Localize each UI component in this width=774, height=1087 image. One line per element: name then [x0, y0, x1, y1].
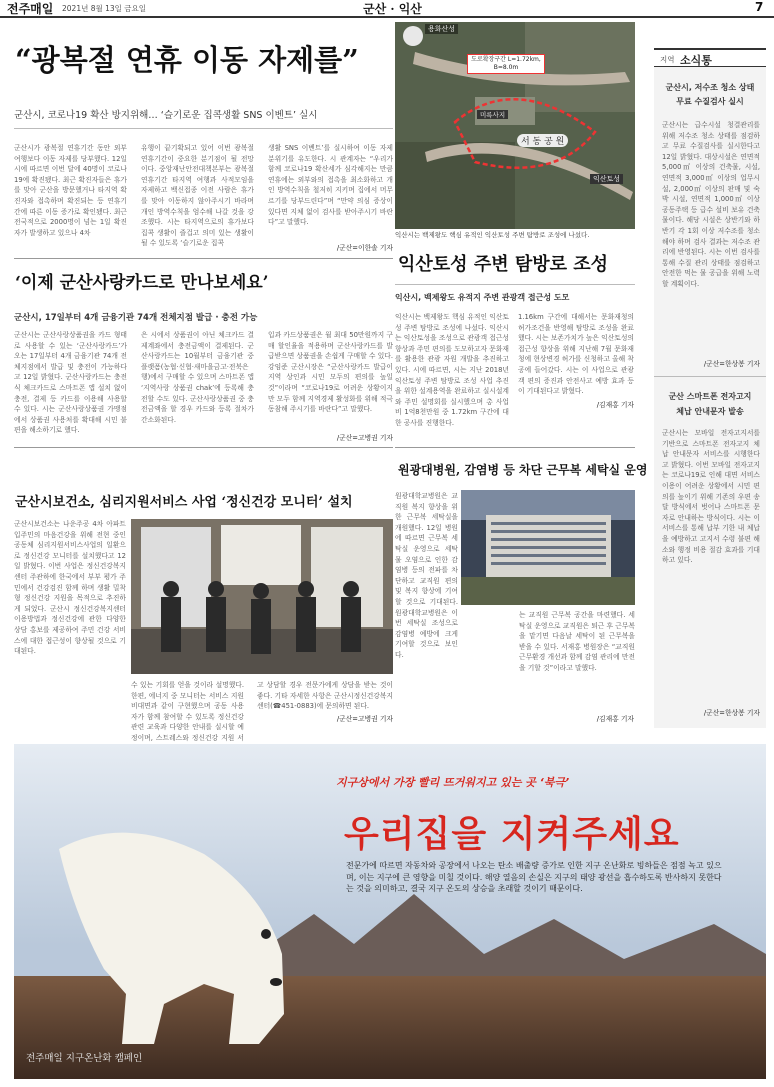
byline: /군산=한상봉 기자: [703, 709, 760, 717]
sidebar-item-title: 체납 안내문자 발송: [676, 407, 744, 416]
sidebar: [654, 48, 766, 728]
article-subheading: 군산시, 코로나19 확산 방지위해… ‘슬기로운 집콕생활 SNS 이벤트’ 실시: [14, 110, 318, 121]
article-column: 익산시는 백제왕도 핵심 유적인 익산토성 주변 탐방로 조성에 나섰다. 익산시는 익산토성을 조성으로 관광객 접근성 향상과 주민 편의를 도모하고자 문화재를 활용한 관광 자원 개발을 추진하고 있다. 시에 따르면, 시는 지난 2018년 익산토성 주변 탐방로 조성 사업 추진을 위한 설계용역을 완료하고 실시설계와 주민 설명회를 실시했으며 총 사업비 1억8천만원 중 1.72km 구간에 대한 공사를 진행한다.: [395, 313, 509, 427]
hospital-photo: [461, 490, 635, 605]
ad-tagline: 지구상에서 가장 빨리 뜨거워지고 있는 곳 ‘북극’: [336, 776, 570, 789]
sidebar-title: 소식통: [680, 54, 712, 67]
map-label: 용화산성: [425, 24, 458, 34]
rule: [14, 447, 393, 448]
article-column: 는 교직원 근무복 공간을 마련했다. 세탁실 운영으로 교직원은 퇴근 후 근무복을 맡기면 다음날 세탁이 된 근무복을 받을 수 있다. 서재홍 병원장은 “교직원 근무환경 개선과 함께 감염 관리에 만전을 기할 것”이라고 말했다.: [519, 611, 635, 672]
article-column: 군산시가 광복절 연휴기간 동안 외부 여행보다 이동 자제를 당부했다. 12일 시에 따르면 이번 달에 40명이 코로나19에 확진됐다. 최근 확진자들은 휴가를 맞아 군산을 방문했거나 타지역 확진자와 접촉하며 확진되는 등 연휴기간에 따른 이동 증가로 확인됐다. 최근 전국적으로 2000명이 넘는 1일 확진자가 발생하고 있으나 4차: [14, 144, 127, 237]
article-headline: 익산토성 주변 탐방로 조성: [398, 254, 609, 275]
article-column: 군산시보건소는 나운주공 4차 아파트 입주민의 마음건강을 위해 전현 중인 공동체 심리지원서비스사업의 일환으로 정신건강 모니터를 설치했다고 12일 밝혔다. 이번 사업은 정신건강복지센터 주관하에 한국에서 부부 평가 주민에서 건강검진 함께 하며 생활 밀착형 정신건강 지원을 목적으로 추진하게 되었다. 군산시 정신건강복지센터 이용방법과 정신건강에 관한 다양한 상담 홍보를 제공하여 주민 건강 서비스에 대한 접근성이 향상될 것으로 기대된다.: [14, 520, 126, 656]
sidebar-item-title: 군산시, 저수조 청소 상태: [665, 83, 755, 92]
hospital-building-image: [461, 490, 635, 605]
map-label: 익산토성: [590, 174, 623, 184]
ad-title: 우리집을 지켜주세요: [344, 813, 680, 855]
sidebar-header: [654, 48, 766, 67]
article-column: 1.16km 구간에 대해서는 문화재청의 허가조건을 반영해 탐방로 조성을 완료했다. 시는 보존가치가 높은 익산토성의 접근성 향상을 위해 지난해 7월 문화재청에 현상변경 허가를 신청하고 올해 착공에 들어갔다. 시는 이 사업으로 관광객 편의 증진과 안전사고 예방 효과 등이 기대된다고 밝혔다.: [518, 313, 634, 396]
campaign-ad: [14, 744, 766, 1079]
header-date: 2021년 8월 13일 금요일: [62, 4, 147, 13]
byline: /군산=이한솔 기자: [336, 244, 393, 252]
byline: /김재홍 기자: [596, 715, 634, 723]
rule: [395, 447, 635, 448]
photo-caption: 익산시는 백제왕도 핵심 유적인 익산토성 주변 탐방로 조성에 나섰다.: [395, 231, 590, 239]
map-photo: [395, 22, 635, 229]
article-subheading: 군산시, 17일부터 4개 금융기관 74개 전체지점 발급 · 충전 가능: [14, 313, 258, 323]
map-label: 미륵사지: [477, 110, 508, 119]
rule: [654, 376, 766, 377]
article-headline: 원광대병원, 감염병 등 차단 근무복 세탁실 운영: [398, 463, 648, 477]
article-subheading: 익산시, 백제왕도 유적지 주변 관광객 접근성 도모: [395, 293, 570, 302]
map-label: 서 동 공 원: [517, 134, 568, 147]
rule: [395, 284, 635, 285]
byline: /군산=한상봉 기자: [703, 360, 760, 368]
article-photo-group: [131, 519, 393, 674]
sidebar-item-body: 군산시는 모바일 전자고지서를 기반으로 스마트폰 전자고지 체납 안내문자 서비스를 시행한다고 밝혔다. 이번 모바일 전자고지는 코로나19로 인해 대면 서비스 이용이 어려운 상황에서 시민 편의를 높이기 위해 기존의 우편 송달 방식에서 벗어나 스마트폰 문자로 안내하는 방식이다. 시는 이 서비스를 통해 납부 기한 내 체납을 예방하고 고지서 수령 불편 해소와 행정 비용 절감 효과를 기대하고 있다.: [662, 429, 760, 565]
sidebar-item-title: 군산 스마트폰 전자고지: [668, 392, 752, 401]
article-headline: ‘이제 군산사랑카드로 만나보세요’: [15, 273, 269, 293]
article-headline: “광복절 연휴 이동 자제를”: [15, 43, 359, 77]
group-photo-image: [131, 519, 393, 674]
sidebar-item-title: 무료 수질검사 실시: [676, 97, 744, 106]
page-header: [0, 0, 774, 18]
byline: /군산=고병권 기자: [336, 715, 393, 723]
article-column: 입과 카드상품권은 월 최대 50만원까지 구매 할인율을 적용하며 군산사랑카드를 발급받으면 상품권을 손쉽게 구매할 수 있다. 강임준 군산시장은 “군산사랑카드 발급이 지역 상인과 시민 모두의 편의를 높일 것”이라며 “코로나19로 어려운 상황이지만 모두 함께 지역경제 활성화를 위해 적극 동참해 주시기를 바란다”고 말했다.: [268, 331, 393, 414]
map-label: 도로확장구간 L=1.72km, B=8.0m: [467, 54, 545, 74]
article-column: 생활 SNS 이벤트’를 실시하여 이동 자제 분위기를 유도한다. 시 관계자는 “우리가 함께 코로나19 확산세가 심각해지는 만큼 연휴에는 외부와의 접촉을 최소화하고 개인 방역수칙을 철저히 지키며 집에서 머무르기를 당부드린다”며 “만약 의심 증상이 있다면 지체 없이 검사를 받아주시기 바란다”고 말했다.: [268, 144, 393, 227]
article-column: 고 상담할 경우 전문가에게 상담을 받는 것이 좋다. 기타 자세한 사항은 군산시정신건강복지센터(☎451-0883)에 문의하면 된다.: [257, 681, 393, 711]
sidebar-tag: 지역: [660, 55, 675, 64]
ad-background-image: [14, 744, 766, 1079]
byline: /군산=고병권 기자: [336, 434, 393, 442]
byline: /김재홍 기자: [596, 401, 634, 409]
article-column: 수 있는 기회를 얻을 것이라 설명했다. 한편, 에너지 중 모니터는 서비스 지원 비대면과 같이 구현했으며 공동 사용자가 함께 참여할 수 있도록 정신건강 관련 교육과 다양한 안내를 실시할 예정이며, 스트레스와 정신건강 지원 서: [131, 681, 244, 742]
newspaper-logo: 전주매일: [7, 2, 54, 16]
article-column: 은 시에서 상품권이 아닌 체크카드 결제계좌에서 충전금액이 결제된다. 군산사랑카드는 10월부터 금융기관 중 플랫폼(농협·신협·새마을금고·전북은행)에서 구매할 수 있으며 스마트폰 앱 ‘지역사랑 상품권 chak’에 등록해 충전할 수도 있다. 군산사랑상품권 중 충전금액을 할 경우 카드와 등록 절차가 간소화된다.: [141, 331, 254, 424]
rule: [14, 258, 393, 259]
article-column: 원광대학교병원은 교직원 복지 향상을 위한 근무복 세탁실을 개원했다. 12일 병원에 따르면 근무복 세탁실 운영으로 세탁물 오염으로 인한 감염병 등의 전파를 차단하고 교직원 편의 및 복지 향상에 기여할 것으로 기대된다. 원광대학교병원은 이번 세탁실 조성으로 감염병 예방에 크게 기여할 것으로 보인다.: [395, 492, 458, 659]
sidebar-item-body: 군산시는 급수시설 청결관리를 위해 저수조 청소 상태를 점검하고 무료 수질검사를 실시한다고 12일 밝혔다. 대상시설은 연면적 5,000㎡ 이상의 건축물, 시설, 연면적 3,000㎡ 이상의 업무시설, 2,000㎡ 이상의 판매 및 숙박 시설, 연면적 1,000㎡ 이상 공동주택 등 급수 설비 보유 건축물이다. 해당 시설은 상반기와 하반기 각 1회 이상 저수조를 청소해야 하며 검사 결과는 저수조 관리에 반영된다. 시는 이번 검사를 통해 수질 관리 상태를 점검하고 안전한 먹는 물 공급을 위해 노력할 계획이다.: [662, 121, 760, 288]
article-headline: 군산시보건소, 심리지원서비스 사업 ‘정신건강 모니터’ 설치: [15, 495, 353, 510]
article-column: 유행이 끝기확되고 있어 이번 광복절 연휴기간이 중요한 분기점이 될 전망이다. 중앙재난안전대책본부는 광복절 연휴기간 타지역 여행과 사적모임을 자제하고 백신접종 이전 사람은 휴가를 맞아 이동하지 않아주시기 바라며 개인 방역수칙을 엄수해 나갈 것을 강조했다. 시는 타지역으로의 휴가보다 집콕 생활이 즐겁고 의미 있는 생활이 될 수 있도록 ‘슬기로운 집콕: [141, 144, 254, 248]
ad-footer: 전주매일 지구온난화 캠페인: [26, 1053, 143, 1064]
page-number: 7: [755, 0, 764, 14]
ad-body: 전문가에 따르면 자동차와 공장에서 나오는 탄소 배출량 증가로 인한 지구 온난화로 빙하들은 점점 녹고 있으며, 이는 지구에 큰 영향을 미칠 것이다. 해양 열음의 손실은 지구의 태양 광선을 흡수하도록 반사하지 못한다는 것을 의미하고, 결국 지구 온도의 상승을 초래할 것이기 때문이다.: [346, 861, 722, 893]
rule: [14, 128, 393, 129]
article-column: 군산시는 군산사랑상품권을 카드 형태로 사용할 수 있는 ‘군산사랑카드’가 오는 17일부터 4개 금융기관 74개 전체지점에서 발급 및 충전이 가능하다고 12일 밝혔다. 군산사랑카드는 충전식 체크카드로 스마트폰 앱 설치 없이 충전, 결제 등 카드를 이용해 사용할 수 있다. 시는 군산사랑상품권 가맹점에서 상품권 사용처를 확대해 시민 불편을 해소하기로 했다.: [14, 331, 127, 435]
header-section: 군산 · 익산: [363, 2, 422, 16]
